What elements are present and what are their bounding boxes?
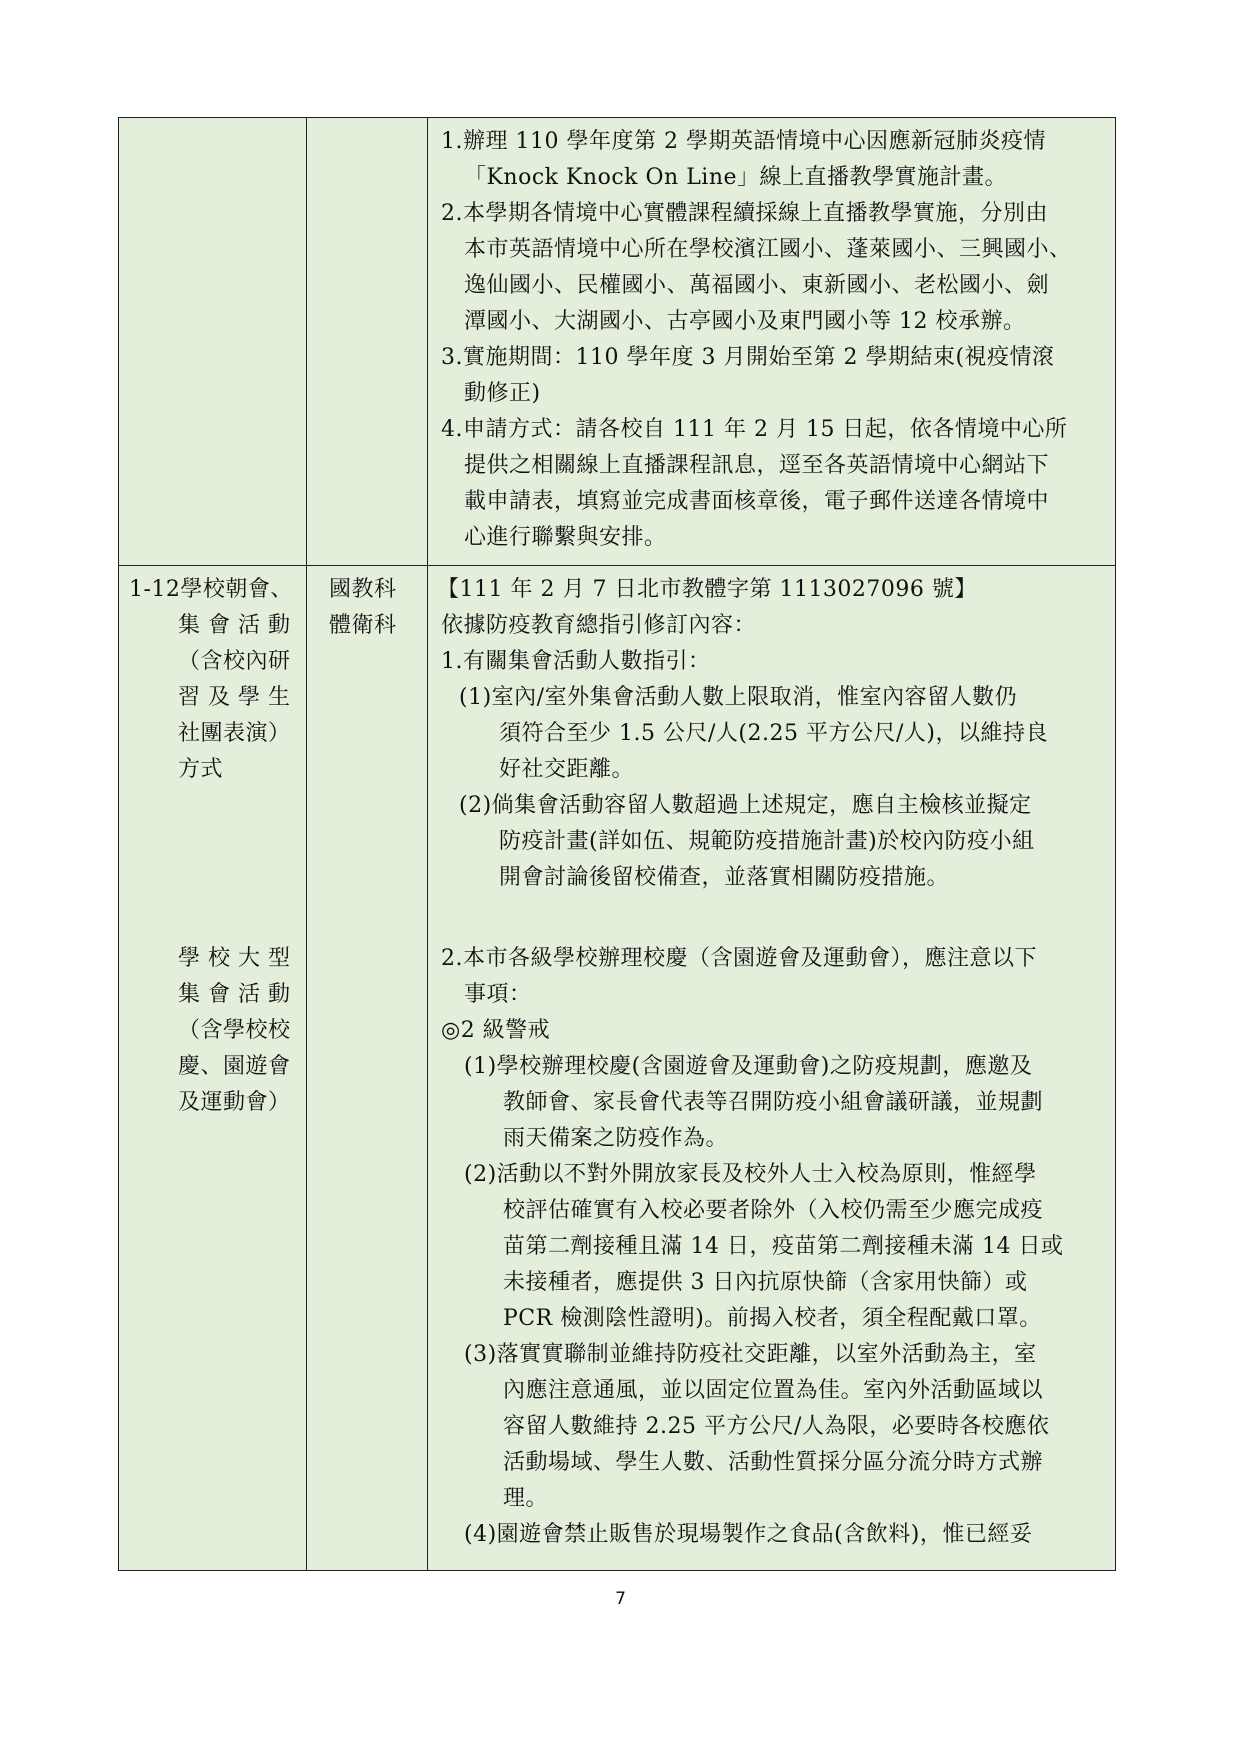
row2-line: 【111 年 2 月 7 日北市教體字第 1113027096 號】 [437, 577, 977, 602]
row2-line: PCR 檢測陰性證明)。前揭入校者，須全程配戴口罩。 [503, 1306, 1042, 1331]
row2-line: 活動場域、學生人數、活動性質採分區分流分時方式辦 [503, 1450, 1044, 1475]
row2-line: 防疫計畫(詳如伍、規範防疫措施計畫)於校內防疫小組 [499, 829, 1035, 854]
row2-line: 教師會、家長會代表等召開防疫小組會議研議，並規劃 [503, 1090, 1044, 1115]
row1-line: 3.實施期間：110 學年度 3 月開始至第 2 學期結束(視疫情滾 [441, 345, 1055, 370]
unit-label: 國教科 [329, 577, 397, 602]
row2-line: 內應注意通風，並以固定位置為佳。室內外活動區域以 [503, 1378, 1044, 1403]
page-number: 7 [615, 1589, 626, 1609]
row2-line: 雨天備案之防疫作為。 [503, 1126, 729, 1151]
row1-line: 逸仙國小、民權國小、萬福國小、東新國小、老松國小、劍 [464, 273, 1050, 298]
row-divider [119, 565, 1115, 566]
row2-line: (3)落實實聯制並維持防疫社交距離，以室外活動為主，室 [464, 1342, 1037, 1367]
row1-line: 本市英語情境中心所在學校濱江國小、蓬萊國小、三興國小、 [464, 237, 1072, 262]
item-b-line: 學 校 大 型 [178, 946, 291, 971]
row2-line: ◎2 級警戒 [441, 1018, 551, 1043]
row2-line: 依據防疫教育總指引修訂內容： [441, 613, 757, 638]
row1-line: 4.申請方式：請各校自 111 年 2 月 15 日起，依各情境中心所 [441, 417, 1068, 442]
row1-line: 提供之相關線上直播課程訊息，逕至各英語情境中心網站下 [464, 453, 1050, 478]
row2-line: 理。 [503, 1486, 549, 1511]
row2-line: 容留人數維持 2.25 平方公尺/人為限，必要時各校應依 [503, 1414, 1050, 1439]
row2-line: 事項： [464, 982, 532, 1007]
row2-line: 開會討論後留校備查，並落實相關防疫措施。 [499, 865, 950, 890]
row1-line: 心進行聯繫與安排。 [464, 525, 667, 550]
item-b-line: （含學校校 [178, 1018, 291, 1043]
item-a-line: 習 及 學 生 [178, 685, 291, 710]
row1-line: 潭國小、大湖國小、古亭國小及東門國小等 12 校承辦。 [464, 309, 1026, 334]
row1-line: 載申請表，填寫並完成書面核章後，電子郵件送達各情境中 [464, 489, 1050, 514]
row2-line: 2.本市各級學校辦理校慶（含園遊會及運動會），應注意以下 [441, 946, 1037, 971]
row1-line: 動修正) [464, 381, 541, 406]
row2-line: 1.有關集會活動人數指引： [441, 649, 711, 674]
item-a-line: 集 會 活 動 [178, 613, 291, 638]
item-b-line: 及運動會） [178, 1090, 291, 1115]
row2-line: 苗第二劑接種且滿 14 日，疫苗第二劑接種未滿 14 日或 [503, 1234, 1064, 1259]
item-a-line: 社團表演） [178, 721, 291, 746]
column-divider-2 [427, 118, 428, 1570]
row2-line: (2)活動以不對外開放家長及校外人士入校為原則，惟經學 [464, 1162, 1037, 1187]
column-divider-1 [306, 118, 307, 1570]
row1-line: 「Knock Knock On Line」線上直播教學實施計畫。 [464, 165, 1008, 190]
item-a-line: 1-12學校朝會、 [129, 577, 293, 602]
unit-label: 體衛科 [329, 613, 397, 638]
item-a-line: （含校內研 [178, 649, 291, 674]
row2-line: (1)學校辦理校慶(含園遊會及運動會)之防疫規劃，應邀及 [464, 1054, 1033, 1079]
item-a-line: 方式 [178, 757, 224, 782]
row2-line: (2)倘集會活動容留人數超過上述規定，應自主檢核並擬定 [459, 793, 1032, 818]
row2-line: 校評估確實有入校必要者除外（入校仍需至少應完成疫 [503, 1198, 1044, 1223]
measures-table [118, 117, 1116, 1571]
row2-line: (1)室內/室外集會活動人數上限取消，惟室內容留人數仍 [459, 685, 1018, 710]
row2-line: 好社交距離。 [499, 757, 635, 782]
item-b-line: 慶、園遊會 [178, 1054, 291, 1079]
row2-line: 未接種者，應提供 3 日內抗原快篩（含家用快篩）或 [503, 1270, 1028, 1295]
item-b-line: 集 會 活 動 [178, 982, 291, 1007]
row2-line: 須符合至少 1.5 公尺/人(2.25 平方公尺/人)，以維持良 [499, 721, 1048, 746]
row1-line: 1.辦理 110 學年度第 2 學期英語情境中心因應新冠肺炎疫情 [441, 129, 1046, 154]
row1-line: 2.本學期各情境中心實體課程續採線上直播教學實施，分別由 [441, 201, 1048, 226]
row2-line: (4)園遊會禁止販售於現場製作之食品(含飲料)，惟已經妥 [464, 1522, 1033, 1547]
